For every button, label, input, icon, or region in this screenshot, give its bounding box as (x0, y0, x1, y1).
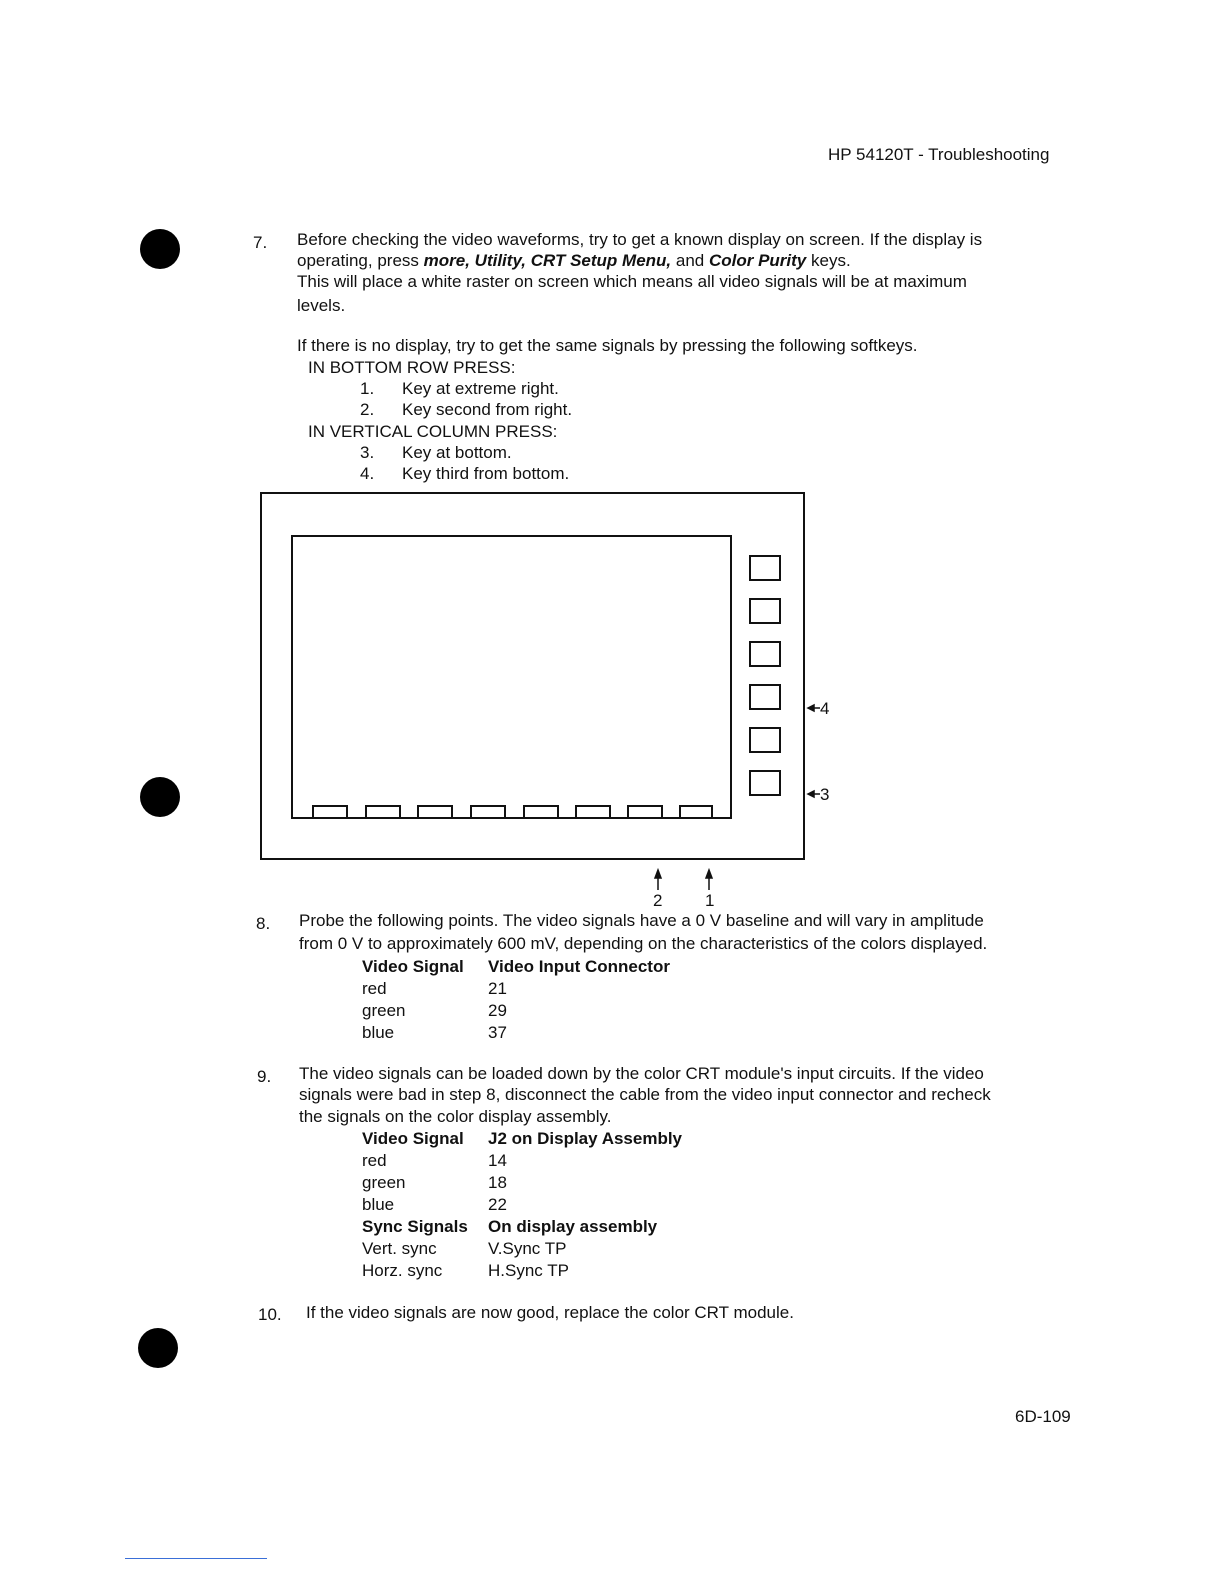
bottom-softkey-3 (418, 806, 452, 818)
binder-hole-bottom (138, 1328, 178, 1368)
signal-cell: Horz. sync (362, 1261, 443, 1280)
bottom-softkey-7 (628, 806, 662, 818)
signal-cell: Vert. sync (362, 1239, 437, 1258)
step-7-line-2-post: keys. (806, 251, 851, 270)
bottom-softkey-8 (680, 806, 712, 818)
value-cell: H.Sync TP (488, 1261, 569, 1280)
step-7-line-3: This will place a white raster on screen which means all video signals will be at maximum (297, 272, 967, 291)
table-row (362, 1238, 682, 1260)
item-4-number: 4. (360, 464, 375, 483)
step-8-table (362, 956, 670, 1044)
table-row (362, 978, 670, 1000)
no-display-text: If there is no display, try to get the same signals by pressing the following softkeys. (297, 336, 918, 355)
step-7-number: 7. (253, 233, 268, 252)
key-color-purity: Color Purity (708, 251, 807, 270)
step-7-line-2 (297, 250, 851, 271)
and-text: and (671, 251, 709, 270)
figure-label-2: 2 (653, 891, 663, 910)
step-8-line-2: from 0 V to approximately 600 mV, depending on the characteristics of the colors displayed. (299, 934, 988, 953)
bottom-softkey-6 (576, 806, 610, 818)
vertical-softkey-4 (750, 685, 780, 709)
table-row (362, 1000, 670, 1022)
panel-outline (261, 493, 804, 859)
table-row (362, 1260, 682, 1282)
binder-hole-middle (140, 777, 180, 817)
arrow-2-head (655, 870, 661, 878)
col-header-video-signal: Video Signal (362, 957, 464, 976)
signal-cell: blue (362, 1023, 395, 1042)
key-crt-setup-menu: CRT Setup Menu, (530, 251, 672, 270)
value-cell: 14 (488, 1151, 507, 1170)
table-row (362, 1150, 682, 1172)
table-row (362, 1128, 682, 1150)
figure-label-4: 4 (820, 699, 830, 718)
item-2-text: Key second from right. (402, 400, 573, 419)
col-header-sync-signals: Sync Signals (362, 1217, 468, 1236)
table-row (362, 1022, 670, 1044)
vertical-softkey-3 (750, 642, 780, 666)
vertical-softkey-2 (750, 599, 780, 623)
item-3-number: 3. (360, 443, 375, 462)
bottom-softkey-1 (313, 806, 347, 818)
page-header: HP 54120T - Troubleshooting (828, 145, 1050, 164)
key-more: more, (423, 251, 470, 270)
signal-cell: red (362, 979, 387, 998)
step-9-line-1: The video signals can be loaded down by the color CRT module's input circuits. If the video (299, 1064, 984, 1083)
item-1-text: Key at extreme right. (402, 379, 559, 398)
vertical-softkey-1 (750, 556, 780, 580)
value-cell: 18 (488, 1173, 507, 1192)
item-1-number: 1. (360, 379, 375, 398)
bottom-softkey-4 (471, 806, 505, 818)
bottom-softkey-2 (366, 806, 400, 818)
arrow-4-head (808, 705, 814, 711)
arrow-3-head (808, 791, 814, 797)
signal-cell: red (362, 1151, 387, 1170)
table-row (362, 956, 670, 978)
footer-rule (125, 1558, 267, 1559)
value-cell: 22 (488, 1195, 507, 1214)
figure-label-1: 1 (705, 891, 715, 910)
signal-cell: green (362, 1173, 406, 1192)
step-7-line-2-pre: operating, press (297, 251, 424, 270)
vertical-softkey-5 (750, 728, 780, 752)
step-7-line-1: Before checking the video waveforms, try to get a known display on screen. If the display is (297, 230, 983, 249)
vertical-softkey-6 (750, 771, 780, 795)
step-8-line-1: Probe the following points. The video signals have a 0 V baseline and will vary in amplitude (299, 911, 984, 930)
step-10-number: 10. (258, 1305, 282, 1324)
bottom-row-heading: IN BOTTOM ROW PRESS: (308, 358, 516, 377)
table-row (362, 1194, 682, 1216)
key-utility: Utility, (474, 251, 526, 270)
step-9-line-2: signals were bad in step 8, disconnect the cable from the video input connector and recheck (299, 1085, 991, 1104)
figure-label-3: 3 (820, 785, 830, 804)
step-9-line-3: the signals on the color display assembly. (299, 1107, 612, 1126)
value-cell: 29 (488, 1001, 507, 1020)
screen-outline (292, 536, 731, 818)
signal-cell: blue (362, 1195, 395, 1214)
col-header-video-signal: Video Signal (362, 1129, 464, 1148)
col-header-j2-display-assembly: J2 on Display Assembly (488, 1129, 683, 1148)
col-header-video-input-connector: Video Input Connector (488, 957, 670, 976)
step-8-number: 8. (256, 914, 271, 933)
step-9-number: 9. (257, 1067, 272, 1086)
step-9-table (362, 1128, 682, 1282)
step-10-text: If the video signals are now good, replace the color CRT module. (306, 1303, 794, 1322)
value-cell: V.Sync TP (488, 1239, 567, 1258)
table-row (362, 1216, 682, 1238)
step-7-line-4: levels. (297, 296, 346, 315)
page-number: 6D-109 (1015, 1407, 1071, 1426)
bottom-softkey-5 (524, 806, 558, 818)
item-3-text: Key at bottom. (402, 443, 512, 462)
front-panel-diagram (255, 488, 845, 918)
binder-hole-top (140, 229, 180, 269)
value-cell: 21 (488, 979, 507, 998)
item-2-number: 2. (360, 400, 375, 419)
vertical-column-heading: IN VERTICAL COLUMN PRESS: (308, 422, 558, 441)
value-cell: 37 (488, 1023, 507, 1042)
arrow-1-head (706, 870, 712, 878)
item-4-text: Key third from bottom. (402, 464, 570, 483)
table-row (362, 1172, 682, 1194)
col-header-on-display-assembly: On display assembly (488, 1217, 658, 1236)
signal-cell: green (362, 1001, 406, 1020)
